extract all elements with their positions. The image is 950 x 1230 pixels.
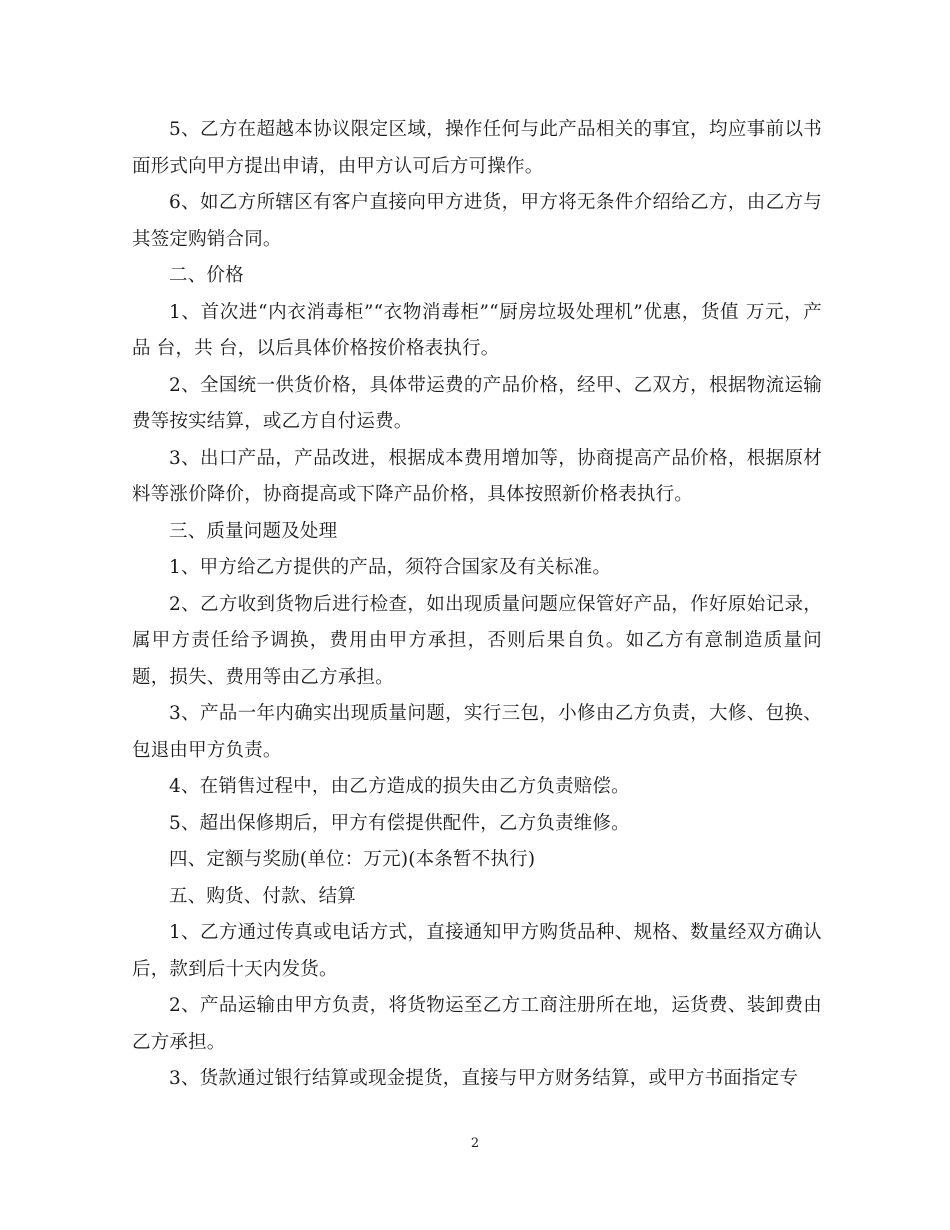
section-heading-quality: 三、质量问题及处理 xyxy=(169,520,338,542)
document-body xyxy=(132,112,822,1098)
section-heading-price: 二、价格 xyxy=(169,265,244,286)
clause-paragraph: 1、首次进“内衣消毒柜”“衣物消毒柜”“厨房垃圾处理机”优惠，货值 万元，产品 台，共 台，以后具体价格按价格表执行。 xyxy=(132,301,822,359)
clause-paragraph: 1、乙方通过传真或电话方式，直接通知甲方购货品种、规格、数量经双方确认后，款到后十天内发货。 xyxy=(132,922,822,980)
section-heading-quota: 四、定额与奖励(单位：万元)(本条暂不执行) xyxy=(169,849,536,870)
page-number: 2 xyxy=(470,1136,480,1151)
clause-paragraph: 2、产品运输由甲方负责，将货物运至乙方工商注册所在地，运货费、装卸费由乙方承担。 xyxy=(132,995,822,1053)
clause-paragraph: 5、乙方在超越本协议限定区域，操作任何与此产品相关的事宜，均应事前以书面形式向甲方提出申请，由甲方认可后方可操作。 xyxy=(132,119,822,177)
clause-paragraph: 3、出口产品，产品改进，根据成本费用增加等，协商提高产品价格，根据原材料等涨价降价，协商提高或下降产品价格，具体按照新价格表执行。 xyxy=(132,447,822,505)
clause-paragraph: 2、全国统一供货价格，具体带运费的产品价格，经甲、乙双方，根据物流运输费等按实结算，或乙方自付运费。 xyxy=(132,374,822,432)
section-heading-payment: 五、购货、付款、结算 xyxy=(169,885,357,907)
clause-paragraph: 3、货款通过银行结算或现金提货，直接与甲方财务结算，或甲方书面指定专 xyxy=(169,1068,799,1089)
clause-paragraph: 5、超出保修期后，甲方有偿提供配件，乙方负责维修。 xyxy=(169,812,630,834)
clause-paragraph: 1、甲方给乙方提供的产品，须符合国家及有关标准。 xyxy=(169,557,612,578)
clause-paragraph: 6、如乙方所辖区有客户直接向甲方进货，甲方将无条件介绍给乙方，由乙方与其签定购销合同。 xyxy=(132,192,822,250)
clause-paragraph: 4、在销售过程中，由乙方造成的损失由乙方负责赔偿。 xyxy=(169,776,630,797)
clause-paragraph: 3、产品一年内确实出现质量问题，实行三包，小修由乙方负责，大修、包换、包退由甲方负责。 xyxy=(132,703,822,761)
clause-paragraph: 2、乙方收到货物后进行检查，如出现质量问题应保管好产品，作好原始记录，属甲方责任给予调换，费用由甲方承担，否则后果自负。如乙方有意制造质量问题，损失、费用等由乙方承担。 xyxy=(132,593,822,688)
